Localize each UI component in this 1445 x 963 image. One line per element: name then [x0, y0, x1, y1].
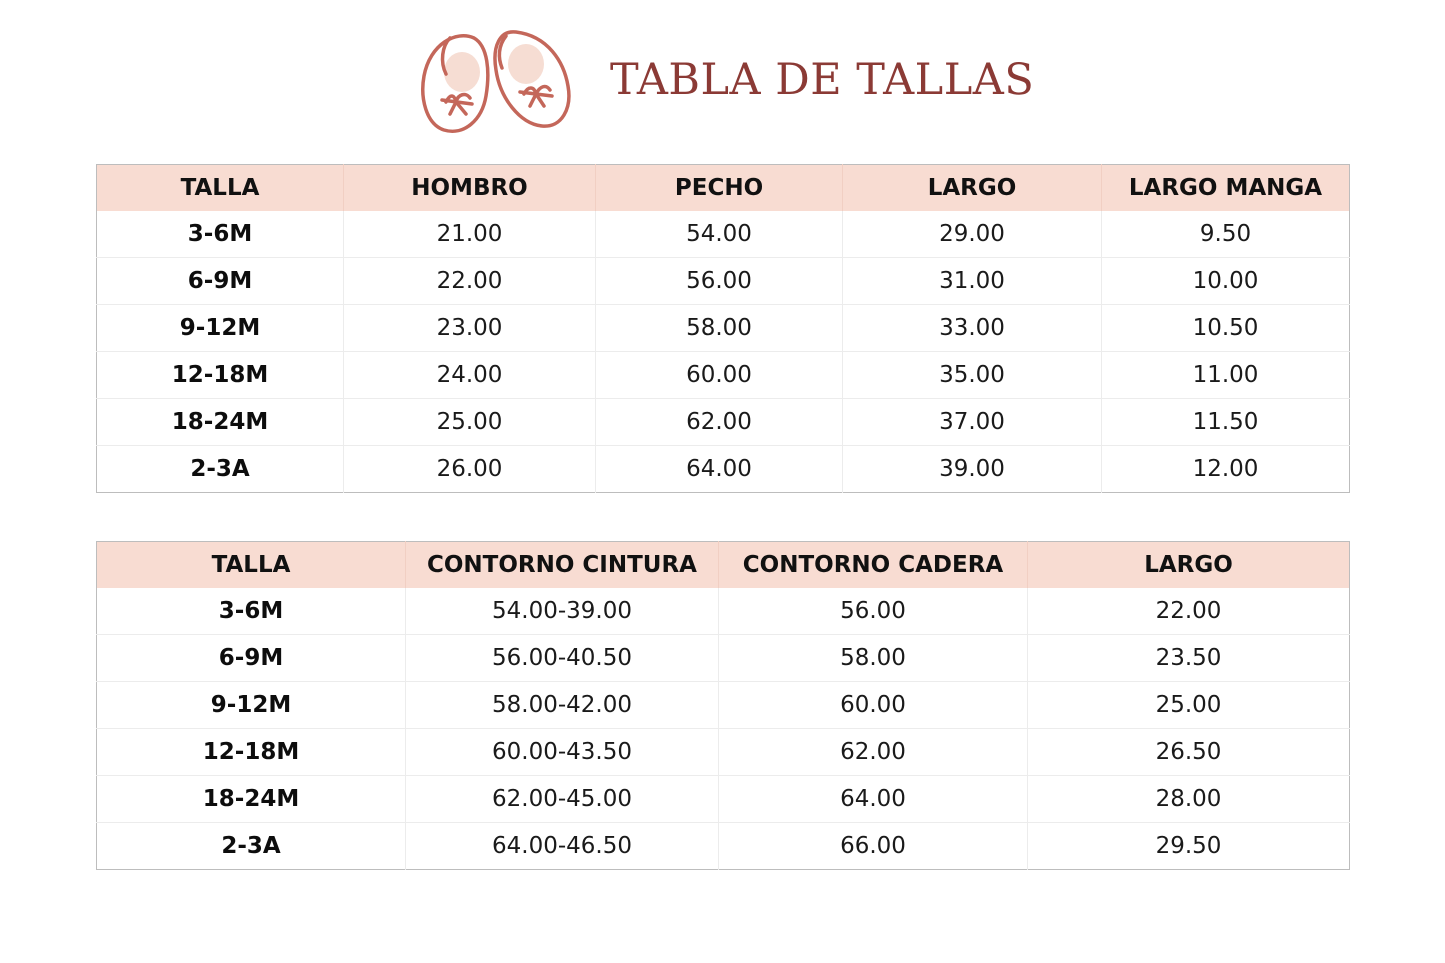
- size-cell: 9-12M: [97, 305, 344, 352]
- value-cell: 62.00-45.00: [406, 776, 719, 823]
- value-cell: 25.00: [344, 399, 596, 446]
- column-header-largo: LARGO: [843, 165, 1102, 212]
- column-header-contorno-cadera: CONTORNO CADERA: [719, 542, 1028, 589]
- table-row: [97, 823, 1350, 870]
- value-cell: 33.00: [843, 305, 1102, 352]
- value-cell: 23.50: [1028, 635, 1350, 682]
- size-cell: 12-18M: [97, 729, 406, 776]
- value-cell: 66.00: [719, 823, 1028, 870]
- table-row: [97, 305, 1350, 352]
- value-cell: 64.00: [596, 446, 843, 493]
- table-row: [97, 729, 1350, 776]
- value-cell: 62.00: [596, 399, 843, 446]
- value-cell: 56.00: [596, 258, 843, 305]
- value-cell: 26.00: [344, 446, 596, 493]
- column-header-talla: TALLA: [97, 165, 344, 212]
- column-header-talla: TALLA: [97, 542, 406, 589]
- value-cell: 23.00: [344, 305, 596, 352]
- table-row: [97, 776, 1350, 823]
- value-cell: 11.50: [1102, 399, 1350, 446]
- size-cell: 6-9M: [97, 258, 344, 305]
- value-cell: 37.00: [843, 399, 1102, 446]
- value-cell: 60.00: [719, 682, 1028, 729]
- value-cell: 60.00: [596, 352, 843, 399]
- size-cell: 2-3A: [97, 446, 344, 493]
- page-title: TABLA DE TALLAS: [610, 55, 1035, 105]
- value-cell: 35.00: [843, 352, 1102, 399]
- table-header-row: [97, 542, 1350, 589]
- column-header-contorno-cintura: CONTORNO CINTURA: [406, 542, 719, 589]
- value-cell: 56.00-40.50: [406, 635, 719, 682]
- value-cell: 60.00-43.50: [406, 729, 719, 776]
- value-cell: 31.00: [843, 258, 1102, 305]
- value-cell: 62.00: [719, 729, 1028, 776]
- value-cell: 29.50: [1028, 823, 1350, 870]
- value-cell: 9.50: [1102, 211, 1350, 258]
- table-row: [97, 352, 1350, 399]
- table-header-row: [97, 165, 1350, 212]
- size-cell: 3-6M: [187, 221, 253, 247]
- size-cell: 2-3A: [97, 823, 406, 870]
- table-row: [97, 446, 1350, 493]
- table-row: [97, 211, 1350, 258]
- value-cell: 64.00-46.50: [406, 823, 719, 870]
- left-shoe-icon: [423, 36, 488, 131]
- baby-shoes-icon: [416, 24, 576, 136]
- size-cell: 9-12M: [97, 682, 406, 729]
- size-cell: 6-9M: [97, 635, 406, 682]
- size-cell: 3-6M: [218, 598, 284, 624]
- table-row: [97, 399, 1350, 446]
- column-header-pecho: PECHO: [596, 165, 843, 212]
- value-cell: 29.00: [843, 211, 1102, 258]
- value-cell: 58.00-42.00: [406, 682, 719, 729]
- value-cell: 58.00: [596, 305, 843, 352]
- table-row: [97, 588, 1350, 635]
- value-cell: 54.00: [596, 211, 843, 258]
- value-cell: 26.50: [1028, 729, 1350, 776]
- value-cell: 21.00: [344, 211, 596, 258]
- value-cell: 28.00: [1028, 776, 1350, 823]
- value-cell: 12.00: [1102, 446, 1350, 493]
- value-cell: 25.00: [1028, 682, 1350, 729]
- value-cell: 24.00: [344, 352, 596, 399]
- value-cell: 58.00: [719, 635, 1028, 682]
- value-cell: 22.00: [344, 258, 596, 305]
- value-cell: 10.50: [1102, 305, 1350, 352]
- column-header-hombro: HOMBRO: [344, 165, 596, 212]
- size-cell: 18-24M: [97, 776, 406, 823]
- column-header-largo-manga: LARGO MANGA: [1102, 165, 1350, 212]
- table-row: [97, 635, 1350, 682]
- table-row: [97, 258, 1350, 305]
- value-cell: 56.00: [719, 588, 1028, 635]
- value-cell: 22.00: [1028, 588, 1350, 635]
- top-size-table: [96, 164, 1350, 493]
- table-row: [97, 682, 1350, 729]
- value-cell: 10.00: [1102, 258, 1350, 305]
- bottom-size-table: [96, 541, 1350, 870]
- value-cell: 64.00: [719, 776, 1028, 823]
- value-cell: 54.00-39.00: [406, 588, 719, 635]
- value-cell: 11.00: [1102, 352, 1350, 399]
- size-cell: 12-18M: [97, 352, 344, 399]
- value-cell: 39.00: [843, 446, 1102, 493]
- column-header-largo: LARGO: [1028, 542, 1350, 589]
- size-cell: 18-24M: [97, 399, 344, 446]
- page-header: [0, 0, 1445, 150]
- right-shoe-icon: [495, 32, 569, 126]
